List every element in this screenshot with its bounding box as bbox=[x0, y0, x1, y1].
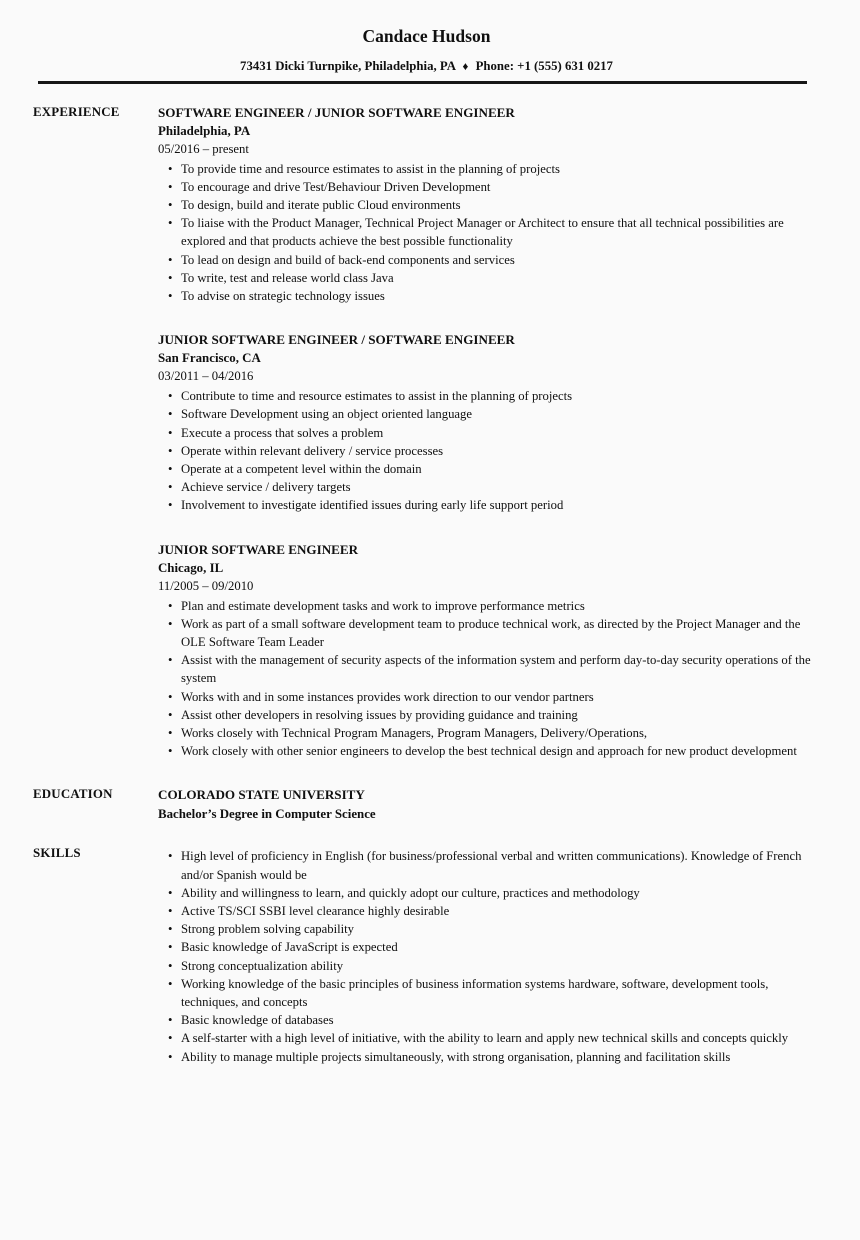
education-section bbox=[33, 785, 820, 824]
bullet-item: • Active TS/SCI SSBI level clearance highly desirable bbox=[168, 902, 820, 920]
job-location: Chicago, IL bbox=[158, 560, 224, 575]
skills-list bbox=[158, 847, 820, 1065]
education-section-label: EDUCATION bbox=[33, 787, 113, 802]
bullet-item: • Contribute to time and resource estimates to assist in the planning of projects bbox=[168, 387, 820, 405]
bullet-item: • Basic knowledge of databases bbox=[168, 1011, 820, 1029]
bullet-item: • Assist other developers in resolving issues by providing guidance and training bbox=[168, 706, 820, 724]
job-bullet-list bbox=[158, 387, 820, 514]
education-degree: Bachelor’s Degree in Computer Science bbox=[158, 807, 376, 822]
job-bullet-list bbox=[158, 160, 820, 306]
experience-section bbox=[33, 103, 820, 761]
job-entry bbox=[158, 103, 820, 306]
resume-header bbox=[33, 26, 820, 84]
job-title: JUNIOR SOFTWARE ENGINEER / SOFTWARE ENGINEER bbox=[158, 332, 515, 348]
bullet-item: • Work closely with other senior engineers to develop the best technical design and approach for new product development bbox=[168, 742, 820, 760]
bullet-item: • Achieve service / delivery targets bbox=[168, 478, 820, 496]
contact-address: 73431 Dicki Turnpike, Philadelphia, PA bbox=[240, 59, 456, 73]
experience-section-label: EXPERIENCE bbox=[33, 104, 120, 119]
bullet-item: • To encourage and drive Test/Behaviour Driven Development bbox=[168, 178, 820, 196]
bullet-item: • Operate at a competent level within the domain bbox=[168, 460, 820, 478]
bullet-item: • Strong conceptualization ability bbox=[168, 957, 820, 975]
bullet-item: • Strong problem solving capability bbox=[168, 920, 820, 938]
diamond-separator-icon: ♦ bbox=[462, 60, 469, 73]
bullet-item: • Works with and in some instances provides work direction to our vendor partners bbox=[168, 688, 820, 706]
job-dates: 03/2011 – 04/2016 bbox=[158, 369, 254, 384]
education-school: COLORADO STATE UNIVERSITY bbox=[158, 787, 365, 803]
skills-body bbox=[158, 844, 820, 1065]
bullet-item: • High level of proficiency in English (for business/professional verbal and written communications). Knowledge of French and/or Spanish would be bbox=[168, 847, 820, 883]
contact-phone: Phone: +1 (555) 631 0217 bbox=[475, 59, 613, 73]
bullet-item: • Software Development using an object oriented language bbox=[168, 405, 820, 423]
job-entry bbox=[158, 540, 820, 761]
contact-line bbox=[33, 59, 820, 75]
bullet-item: • Ability to manage multiple projects simultaneously, with strong organisation, planning and facilitation skills bbox=[168, 1048, 820, 1066]
bullet-item: • To provide time and resource estimates to assist in the planning of projects bbox=[168, 160, 820, 178]
bullet-item: • Execute a process that solves a problem bbox=[168, 424, 820, 442]
bullet-item: • To advise on strategic technology issues bbox=[168, 287, 820, 305]
education-body bbox=[158, 785, 820, 824]
bullet-item: • Involvement to investigate identified issues during early life support period bbox=[168, 496, 820, 514]
job-location: Philadelphia, PA bbox=[158, 123, 251, 138]
skills-section-label: SKILLS bbox=[33, 846, 81, 861]
header-divider bbox=[38, 81, 807, 84]
job-location: San Francisco, CA bbox=[158, 351, 261, 366]
bullet-item: • To lead on design and build of back-end components and services bbox=[168, 251, 820, 269]
bullet-item: • Working knowledge of the basic principles of business information systems hardware, software, development tools, techniques, and concepts bbox=[168, 975, 820, 1011]
bullet-item: • Operate within relevant delivery / service processes bbox=[168, 442, 820, 460]
experience-entries bbox=[158, 103, 820, 761]
job-title: JUNIOR SOFTWARE ENGINEER bbox=[158, 541, 359, 557]
bullet-item: • To liaise with the Product Manager, Technical Project Manager or Architect to ensure that all technical possibilities are explored and that products achieve the best possible functionality bbox=[168, 214, 820, 250]
bullet-item: • To write, test and release world class Java bbox=[168, 269, 820, 287]
job-dates: 11/2005 – 09/2010 bbox=[158, 578, 254, 593]
bullet-item: • A self-starter with a high level of initiative, with the ability to learn and apply new technical skills and concepts quickly bbox=[168, 1029, 820, 1047]
bullet-item: • Basic knowledge of JavaScript is expected bbox=[168, 938, 820, 956]
job-entry bbox=[158, 330, 820, 514]
bullet-item: • Work as part of a small software development team to produce technical work, as directed by the Project Manager and the OLE Software Team Leader bbox=[168, 615, 820, 651]
job-bullet-list bbox=[158, 597, 820, 761]
bullet-item: • Assist with the management of security aspects of the information system and perform day-to-day security operations of the system bbox=[168, 651, 820, 687]
candidate-name: Candace Hudson bbox=[362, 26, 491, 46]
bullet-item: • To design, build and iterate public Cloud environments bbox=[168, 196, 820, 214]
skills-section bbox=[33, 844, 820, 1065]
bullet-item: • Works closely with Technical Program Managers, Program Managers, Delivery/Operations, bbox=[168, 724, 820, 742]
job-dates: 05/2016 – present bbox=[158, 141, 249, 156]
job-title: SOFTWARE ENGINEER / JUNIOR SOFTWARE ENGINEER bbox=[158, 104, 515, 120]
bullet-item: • Plan and estimate development tasks and work to improve performance metrics bbox=[168, 597, 820, 615]
bullet-item: • Ability and willingness to learn, and quickly adopt our culture, practices and methodology bbox=[168, 884, 820, 902]
